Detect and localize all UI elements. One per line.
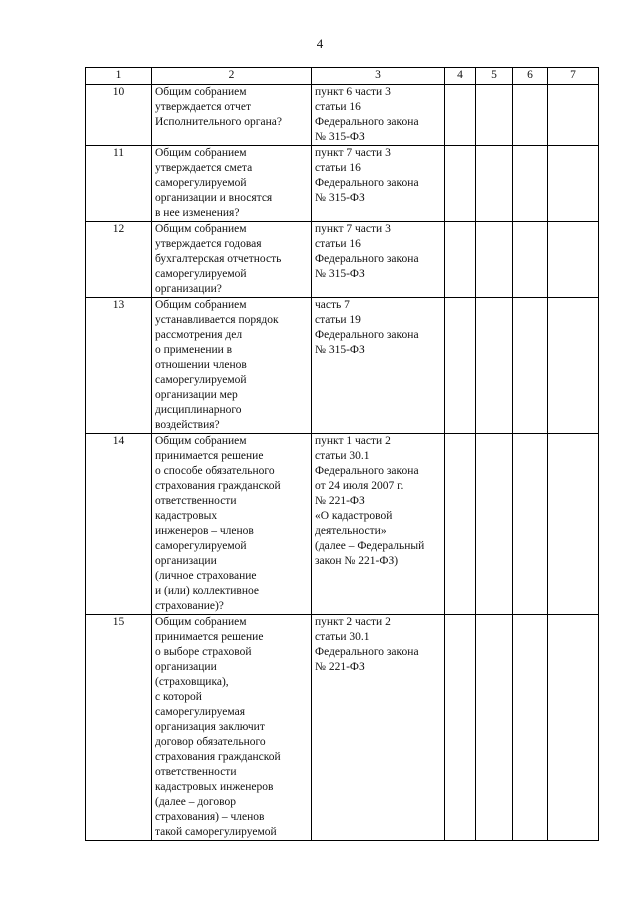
- answer-cell[interactable]: [476, 615, 513, 841]
- legal-reference-cell: пункт 1 части 2 статьи 30.1 Федерального закона от 24 июля 2007 г. № 221-ФЗ «О кадастровой деятельности» (далее – Федеральный закон № 221-ФЗ): [312, 434, 445, 615]
- row-number: 11: [86, 146, 152, 222]
- column-header: 2: [152, 68, 312, 85]
- answer-cell[interactable]: [476, 146, 513, 222]
- answer-cell[interactable]: [513, 146, 548, 222]
- table-row: [86, 222, 599, 298]
- header-row: [86, 68, 599, 85]
- table-row: [86, 615, 599, 841]
- answer-cell[interactable]: [548, 146, 599, 222]
- legal-reference-cell: часть 7 статьи 19 Федерального закона № 315-ФЗ: [312, 298, 445, 434]
- answer-cell[interactable]: [445, 615, 476, 841]
- row-number: 12: [86, 222, 152, 298]
- column-header: 4: [445, 68, 476, 85]
- table-row: [86, 146, 599, 222]
- answer-cell[interactable]: [445, 146, 476, 222]
- answer-cell[interactable]: [548, 298, 599, 434]
- answer-cell[interactable]: [445, 85, 476, 146]
- answer-cell[interactable]: [476, 298, 513, 434]
- table-row: [86, 298, 599, 434]
- question-cell: Общим собранием утверждается годовая бухгалтерская отчетность саморегулируемой организации?: [152, 222, 312, 298]
- legal-reference-cell: пункт 7 части 3 статьи 16 Федерального закона № 315-ФЗ: [312, 222, 445, 298]
- answer-cell[interactable]: [513, 298, 548, 434]
- checklist-table: [85, 67, 599, 841]
- answer-cell[interactable]: [445, 298, 476, 434]
- question-cell: Общим собранием устанавливается порядок рассмотрения дел о применении в отношении членов саморегулируемой организации мер дисциплинарного воздействия?: [152, 298, 312, 434]
- column-header: 3: [312, 68, 445, 85]
- answer-cell[interactable]: [548, 434, 599, 615]
- row-number: 14: [86, 434, 152, 615]
- column-header: 7: [548, 68, 599, 85]
- answer-cell[interactable]: [513, 434, 548, 615]
- answer-cell[interactable]: [548, 615, 599, 841]
- question-cell: Общим собранием утверждается отчет Исполнительного органа?: [152, 85, 312, 146]
- column-header: 6: [513, 68, 548, 85]
- answer-cell[interactable]: [445, 434, 476, 615]
- answer-cell[interactable]: [476, 222, 513, 298]
- row-number: 15: [86, 615, 152, 841]
- question-cell: Общим собранием принимается решение о выборе страховой организации (страховщика), с которой саморегулируемая организация заключит договор обязательного страхования гражданской ответственности кадастровых инженеров (далее – договор страхования) – членов такой саморегулируемой: [152, 615, 312, 841]
- legal-reference-cell: пункт 7 части 3 статьи 16 Федерального закона № 315-ФЗ: [312, 146, 445, 222]
- table-row: [86, 85, 599, 146]
- answer-cell[interactable]: [513, 85, 548, 146]
- question-cell: Общим собранием утверждается смета саморегулируемой организации и вносятся в нее изменения?: [152, 146, 312, 222]
- answer-cell[interactable]: [548, 222, 599, 298]
- row-number: 10: [86, 85, 152, 146]
- answer-cell[interactable]: [476, 434, 513, 615]
- answer-cell[interactable]: [476, 85, 513, 146]
- row-number: 13: [86, 298, 152, 434]
- column-header: 1: [86, 68, 152, 85]
- legal-reference-cell: пункт 6 части 3 статьи 16 Федерального закона № 315-ФЗ: [312, 85, 445, 146]
- table-row: [86, 434, 599, 615]
- page-number: 4: [316, 36, 324, 51]
- answer-cell[interactable]: [445, 222, 476, 298]
- legal-reference-cell: пункт 2 части 2 статьи 30.1 Федерального закона № 221-ФЗ: [312, 615, 445, 841]
- answer-cell[interactable]: [513, 222, 548, 298]
- answer-cell[interactable]: [513, 615, 548, 841]
- question-cell: Общим собранием принимается решение о способе обязательного страхования гражданской ответственности кадастровых инженеров – членов саморегулируемой организации (личное страхование и (или) коллективное страхование)?: [152, 434, 312, 615]
- column-header: 5: [476, 68, 513, 85]
- answer-cell[interactable]: [548, 85, 599, 146]
